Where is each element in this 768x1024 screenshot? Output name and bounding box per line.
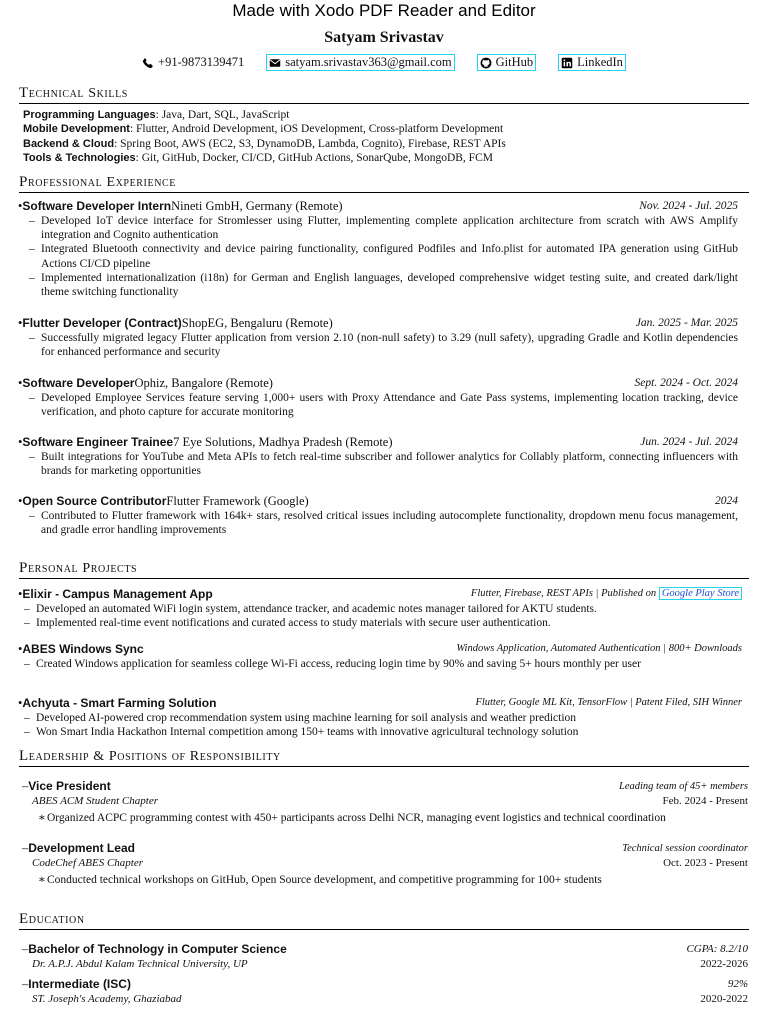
list-item: – Successfully migrated legacy Flutter application from version 2.10 (non-null safety) to 3.29 (null safety), upgrading Gradle and Kotlin dependencies for enhanced performance and security	[29, 331, 738, 359]
watermark: Made with Xodo PDF Reader and Editor	[232, 1, 536, 20]
github-text: GitHub	[495, 55, 534, 69]
degree-score: 92%	[727, 978, 748, 990]
skill-row: Tools & Technologies: Git, GitHub, Docker, CI/CD, GitHub Actions, SonarQube, MongoDB, FCM	[23, 151, 493, 164]
degree-years: 2020-2022	[700, 993, 748, 1005]
degree-score: CGPA: 8.2/10	[686, 943, 748, 955]
section-title-education: Education	[19, 911, 749, 930]
section-title-leadership: Leadership & Positions of Responsibility	[19, 748, 749, 767]
list-item: – Developed Employee Services feature serving 1,000+ users with Proxy Attendance and Gate Pass systems, implementing location tracking, device verification, and photo capture for accurate monitoring	[29, 391, 738, 419]
contact-bar	[0, 54, 768, 71]
skill-row: Backend & Cloud: Spring Boot, AWS (EC2, S3, DynamoDB, Lambda, Cognito), Firebase, REST APIs	[23, 137, 506, 150]
email-link[interactable]	[266, 54, 454, 71]
section-title-projects: Personal Projects	[19, 560, 749, 579]
role-item: Conducted technical workshops on GitHub, Open Source development, and competitive programming for 100+ students	[47, 874, 602, 886]
section-title-experience: Professional Experience	[19, 174, 749, 193]
job-dates: 2024	[715, 495, 738, 507]
experience-entry: •Software Developer InternNineti GmbH, Germany (Remote) Nov. 2024 - Jul. 2025 – Developed IoT device interface for Stromlesser using Flutter, implementing complete application architecture from scratch with AWS Amplify integration and Cognito authentication – Integrated Bluetooth connectivity and device pairing functionality, configured Podfiles and Info.plist for automated IPA generation using GitHub Actions CI/CD pipeline – Implemented internationalization (i18n) for German and English languages, developed comprehensive widget testing suite, and created dark/light theme switching functionality	[18, 198, 738, 299]
job-dates: Nov. 2024 - Jul. 2025	[639, 200, 738, 212]
role-org: CodeChef ABES Chapter	[32, 857, 144, 869]
candidate-name: Satyam Srivastav	[324, 29, 444, 46]
envelope-icon	[269, 57, 281, 69]
role-title: Vice President	[28, 779, 111, 793]
job-org: Nineti GmbH, Germany (Remote)	[171, 199, 343, 213]
job-dates: Jan. 2025 - Mar. 2025	[635, 317, 738, 329]
job-title: Software Developer	[22, 376, 135, 390]
project-entry: •ABES Windows Sync Windows Application, Automated Authentication | 800+ Downloads – Created Windows application for seamless college Wi-Fi access, reducing login time by 90% and saving 5+ hours monthly per user	[18, 641, 742, 671]
project-title: Achyuta - Smart Farming Solution	[22, 696, 217, 710]
job-org: ShopEG, Bengaluru (Remote)	[181, 316, 333, 330]
job-org: Ophiz, Bangalore (Remote)	[134, 376, 273, 390]
section-title-skills: Technical Skills	[19, 85, 749, 104]
role-dates: Feb. 2024 - Present	[662, 795, 748, 807]
linkedin-link[interactable]	[558, 54, 626, 71]
leadership-entry: –Development Lead Technical session coordinator CodeChef ABES Chapter Oct. 2023 - Present ∗ Conducted technical workshops on GitHub, Open Source development, and competitive programming for 100+ students	[22, 841, 748, 886]
phone-text: +91-9873139471	[158, 55, 245, 69]
role-item: Organized ACPC programming contest with 450+ participants across Delhi NCR, managing event logistics and technical coordination	[47, 812, 666, 824]
skill-row: Programming Languages: Java, Dart, SQL, JavaScript	[23, 109, 290, 121]
education-entry: –Bachelor of Technology in Computer Science CGPA: 8.2/10 Dr. A.P.J. Abdul Kalam Technical University, UP 2022-2026	[22, 942, 748, 970]
degree-years: 2022-2026	[700, 958, 748, 970]
github-link[interactable]	[477, 54, 537, 71]
role-note: Technical session coordinator	[622, 843, 748, 854]
list-item: – Developed IoT device interface for Stromlesser using Flutter, implementing complete application architecture from scratch with AWS Amplify integration and Cognito authentication	[29, 214, 738, 242]
list-item: – Developed an automated WiFi login system, attendance tracker, and academic notes manager tailored for AKTU students.	[24, 602, 742, 616]
job-title: Software Developer Intern	[22, 199, 172, 213]
list-item: – Won Smart India Hackathon Internal competition among 150+ teams with innovative agricultural technology solution	[24, 725, 742, 739]
project-tech: Windows Application, Automated Authentication | 800+ Downloads	[456, 643, 742, 654]
phone-icon	[142, 57, 154, 69]
phone-contact[interactable]	[142, 55, 244, 70]
experience-entry: •Open Source ContributorFlutter Framework (Google) 2024 – Contributed to Flutter framework with 164k+ stars, resolved critical issues including autocomplete functionality, dropdown menu focus management, and gradle error handling improvements	[18, 493, 738, 537]
job-org: 7 Eye Solutions, Madhya Pradesh (Remote)	[173, 435, 393, 449]
list-item: – Implemented internationalization (i18n) for German and English languages, developed comprehensive widget testing suite, and created dark/light theme switching functionality	[29, 271, 738, 299]
role-dates: Oct. 2023 - Present	[663, 857, 748, 869]
project-tech: Flutter, Google ML Kit, TensorFlow | Patent Filed, SIH Winner	[475, 697, 742, 708]
list-item: – Built integrations for YouTube and Meta APIs to fetch real-time subscriber and follower analytics for Collably platform, connecting influencers with brands for marketing opportunities	[29, 450, 738, 478]
project-title: ABES Windows Sync	[22, 642, 144, 656]
skills-list	[23, 108, 506, 165]
job-title: Flutter Developer (Contract)	[22, 316, 182, 330]
project-tech: Flutter, Firebase, REST APIs | Published on	[470, 588, 657, 599]
project-title: Elixir - Campus Management App	[22, 587, 213, 601]
school-name: Dr. A.P.J. Abdul Kalam Technical University, UP	[32, 958, 248, 970]
job-dates: Jun. 2024 - Jul. 2024	[640, 436, 738, 448]
degree-title: Bachelor of Technology in Computer Science	[28, 942, 287, 956]
experience-entry: •Flutter Developer (Contract)ShopEG, Bengaluru (Remote) Jan. 2025 - Mar. 2025 – Successfully migrated legacy Flutter application from version 2.10 (non-null safety) to 3.29 (null safety), upgrading Gradle and Kotlin dependencies for enhanced performance and security	[18, 315, 738, 359]
job-title: Software Engineer Trainee	[22, 435, 174, 449]
experience-entry: •Software Engineer Trainee7 Eye Solutions, Madhya Pradesh (Remote) Jun. 2024 - Jul. 2024 – Built integrations for YouTube and Meta APIs to fetch real-time subscriber and follower analytics for Collably platform, connecting influencers with brands for marketing opportunities	[18, 434, 738, 478]
job-title: Open Source Contributor	[22, 494, 167, 508]
list-item: – Integrated Bluetooth connectivity and device pairing functionality, configured Podfiles and Info.plist for automated IPA generation using GitHub Actions CI/CD pipeline	[29, 242, 738, 270]
email-text: satyam.srivastav363@gmail.com	[285, 55, 452, 69]
role-note: Leading team of 45+ members	[619, 781, 748, 792]
degree-title: Intermediate (ISC)	[28, 977, 131, 991]
experience-entry: •Software DeveloperOphiz, Bangalore (Remote) Sept. 2024 - Oct. 2024 – Developed Employee Services feature serving 1,000+ users with Proxy Attendance and Gate Pass systems, implementing location tracking, device verification, and photo capture for accurate monitoring	[18, 375, 738, 419]
list-item: – Implemented real-time event notifications and curated access to study materials with secure user authentication.	[24, 616, 742, 630]
play-store-link[interactable]: Google Play Store	[659, 587, 742, 600]
job-dates: Sept. 2024 - Oct. 2024	[634, 377, 738, 389]
project-entry: •Elixir - Campus Management App Flutter, Firebase, REST APIs | Published on Google Play Store – Developed an automated WiFi login system, attendance tracker, and academic notes manager tailored for AKTU students. – Implemented real-time event notifications and curated access to study materials with secure user authentication.	[18, 586, 742, 630]
list-item: – Contributed to Flutter framework with 164k+ stars, resolved critical issues including autocomplete functionality, dropdown menu focus management, and gradle error handling improvements	[29, 509, 738, 537]
school-name: ST. Joseph's Academy, Ghaziabad	[32, 993, 182, 1005]
linkedin-icon	[561, 57, 573, 69]
role-title: Development Lead	[28, 841, 135, 855]
list-item: – Developed AI-powered crop recommendation system using machine learning for soil analysis and weather prediction	[24, 711, 742, 725]
education-entry: –Intermediate (ISC) 92% ST. Joseph's Academy, Ghaziabad 2020-2022	[22, 977, 748, 1005]
job-org: Flutter Framework (Google)	[166, 494, 309, 508]
skill-row: Mobile Development: Flutter, Android Development, iOS Development, Cross-platform Development	[23, 123, 504, 136]
role-org: ABES ACM Student Chapter	[32, 795, 158, 807]
leadership-entry: –Vice President Leading team of 45+ members ABES ACM Student Chapter Feb. 2024 - Present ∗ Organized ACPC programming contest with 450+ participants across Delhi NCR, managing event logistics and technical coordination	[22, 779, 748, 824]
github-icon	[480, 57, 492, 69]
list-item: – Created Windows application for seamless college Wi-Fi access, reducing login time by 90% and saving 5+ hours monthly per user	[24, 657, 742, 671]
project-entry: •Achyuta - Smart Farming Solution Flutter, Google ML Kit, TensorFlow | Patent Filed, SIH Winner – Developed AI-powered crop recommendation system using machine learning for soil analysis and weather prediction – Won Smart India Hackathon Internal competition among 150+ teams with innovative agricultural technology solution	[18, 695, 742, 739]
linkedin-text: LinkedIn	[577, 55, 623, 69]
